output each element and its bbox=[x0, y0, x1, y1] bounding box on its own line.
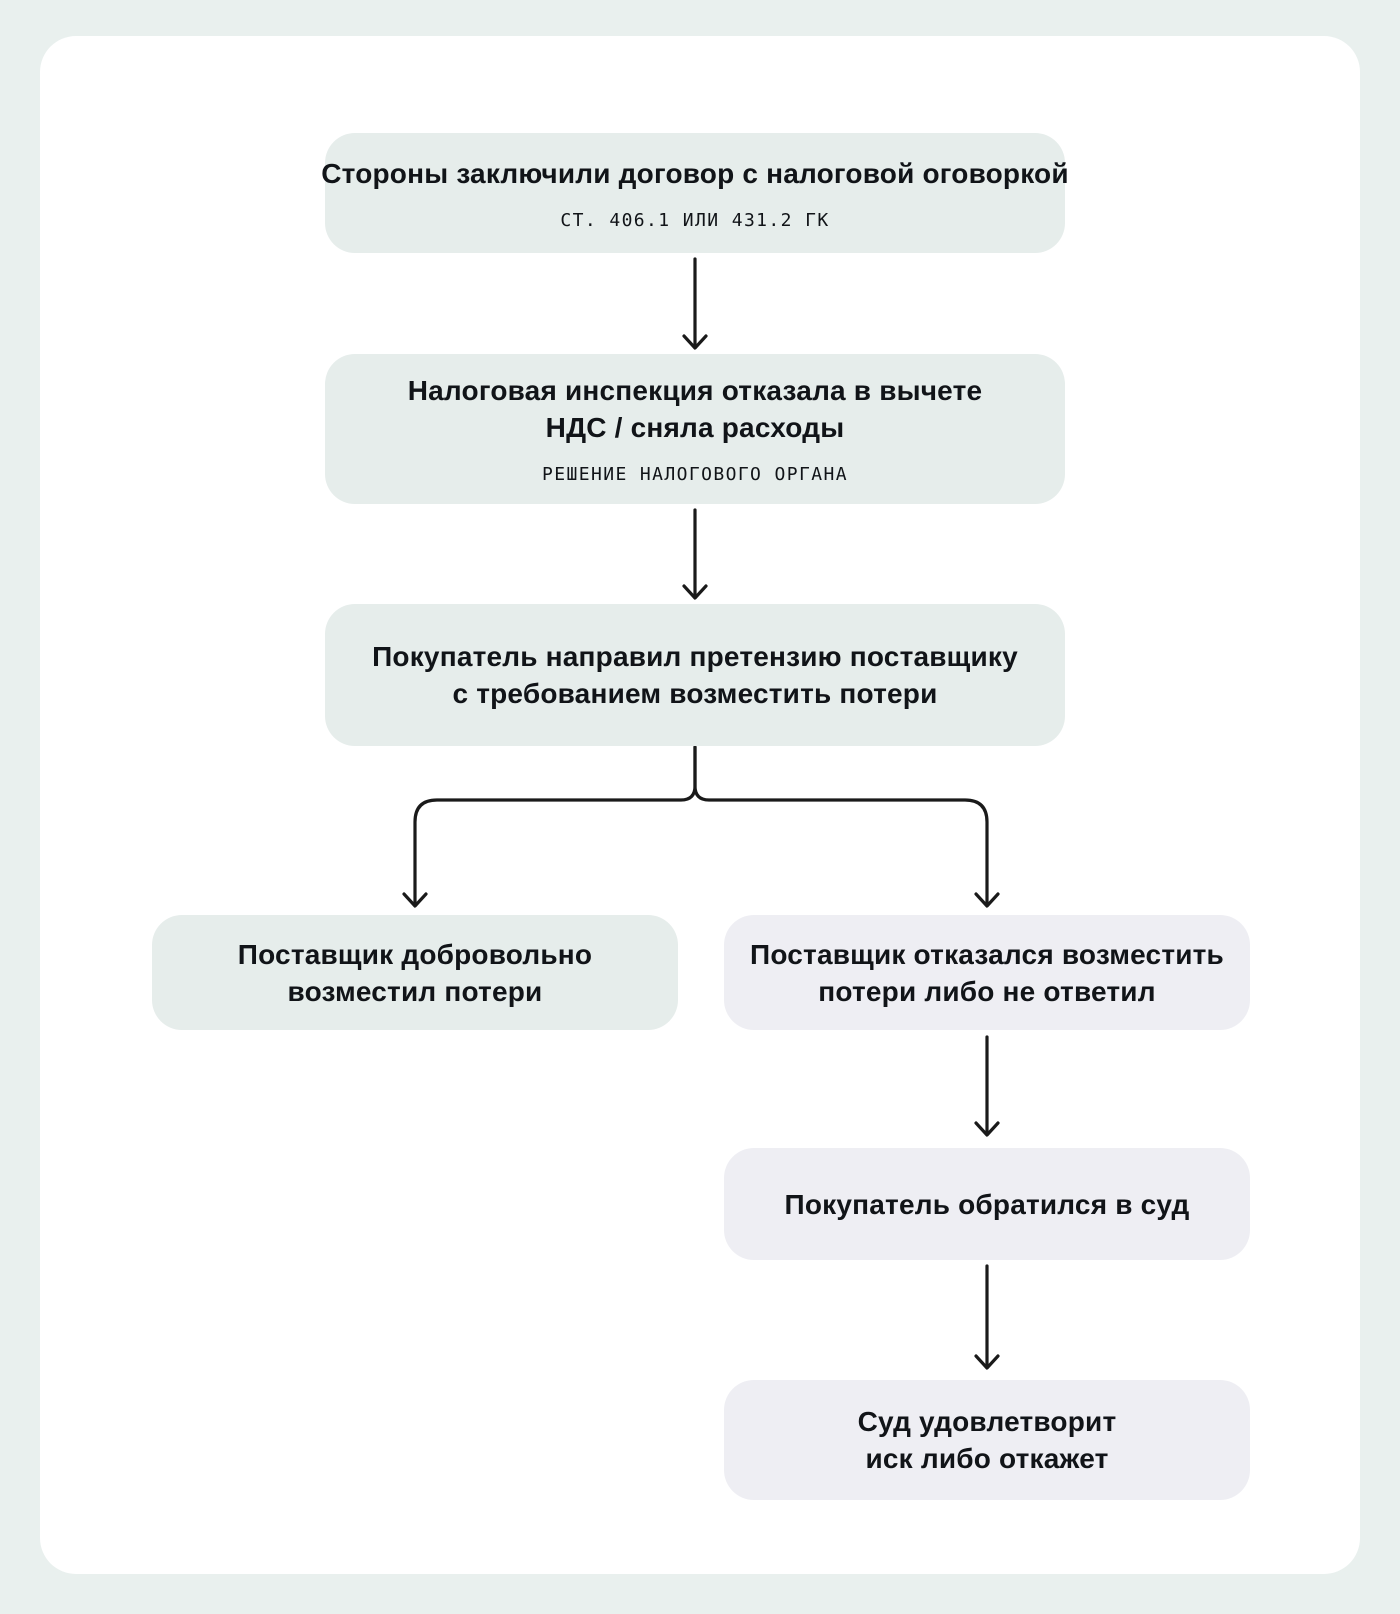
node-tax-inspection-refusal bbox=[325, 354, 1065, 504]
node-buyer-sent-claim bbox=[325, 604, 1065, 746]
node-title-line: Покупатель направил претензию поставщику bbox=[372, 641, 1018, 672]
canvas-card bbox=[40, 36, 1360, 1574]
node-court-decision bbox=[724, 1380, 1250, 1500]
node-supplier-refused-compensation bbox=[724, 915, 1250, 1030]
node-subtitle-legal-reference: СТ. 406.1 ИЛИ 431.2 ГК bbox=[560, 209, 830, 231]
node-subtitle-legal-reference: РЕШЕНИЕ НАЛОГОВОГО ОРГАНА bbox=[542, 464, 848, 485]
node-buyer-went-to-court bbox=[724, 1148, 1250, 1260]
node-title-line: НДС / сняла расходы bbox=[545, 412, 845, 443]
node-title-line: Поставщик отказался возместить bbox=[750, 938, 1224, 970]
node-title-line: возместил потери bbox=[287, 975, 543, 1007]
node-title: Покупатель обратился в суд bbox=[784, 1188, 1190, 1220]
node-title-line: Поставщик добровольно bbox=[237, 938, 593, 970]
node-title-line: Налоговая инспекция отказала в вычете bbox=[407, 375, 983, 406]
node-title-line: с требованием возместить потери bbox=[452, 678, 938, 709]
node-title-line: Суд удовлетворит bbox=[857, 1406, 1117, 1437]
node-title: Стороны заключили договор с налоговой оговоркой bbox=[321, 157, 1069, 189]
node-contract-with-tax-clause bbox=[321, 133, 1069, 253]
node-title-line: потери либо не ответил bbox=[818, 975, 1156, 1007]
node-supplier-voluntary-compensation bbox=[152, 915, 678, 1030]
node-title-line: иск либо откажет bbox=[865, 1443, 1109, 1474]
